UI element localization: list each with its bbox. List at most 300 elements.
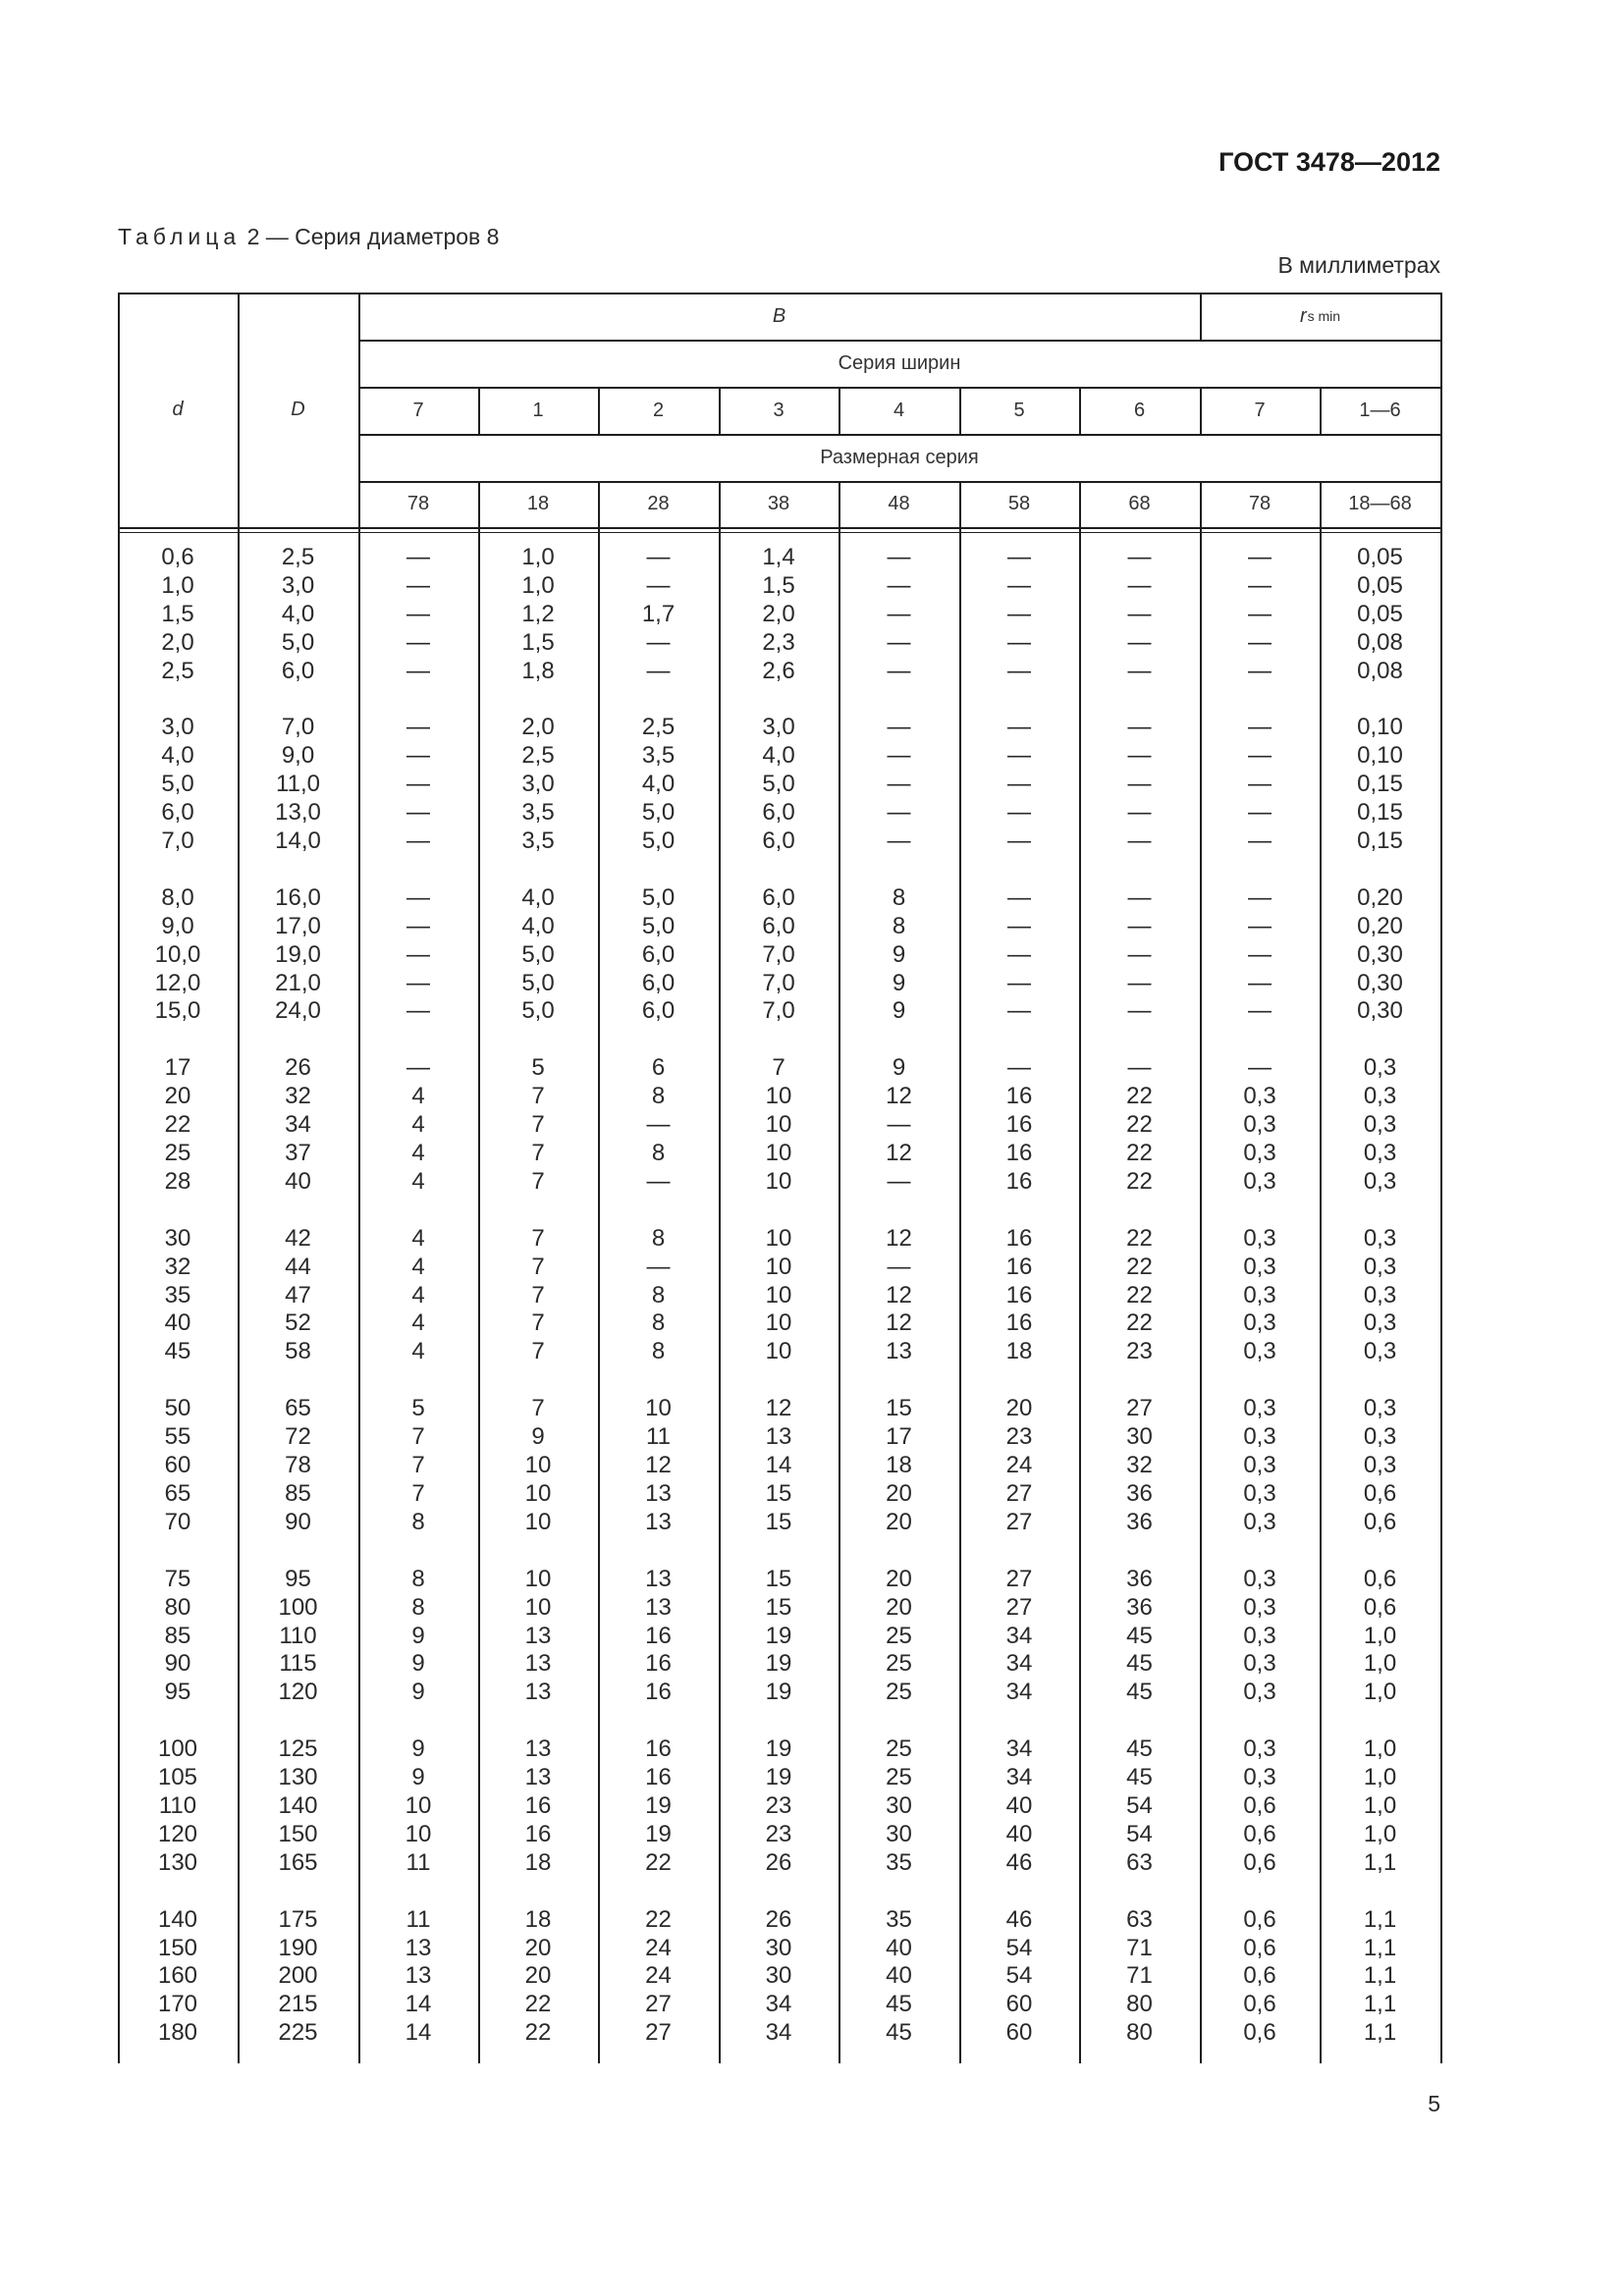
table-cell: 0,08: [1357, 628, 1403, 656]
page-number: 5: [1428, 2091, 1440, 2116]
table-cell: 45: [164, 1338, 191, 1365]
table-cell: 0,30: [1357, 969, 1403, 996]
table-cell: 7,0: [161, 828, 194, 855]
table-cell: 30: [765, 1934, 792, 1961]
table-cell: —: [406, 940, 430, 968]
table-cell: 0,3: [1243, 1508, 1276, 1535]
row-group: [766, 1054, 792, 1196]
table-cell: 11: [406, 1905, 431, 1933]
table-cell: —: [887, 799, 911, 827]
table-cell: 10: [765, 1140, 792, 1167]
row-group: [411, 1395, 424, 1536]
table-cell: 8,0: [161, 883, 194, 911]
table-cell: 0,3: [1243, 1565, 1276, 1592]
table-cell: 3,5: [521, 799, 555, 827]
table-cell: 34: [285, 1111, 311, 1139]
row-group: [525, 1566, 552, 1707]
table-cell: 10: [405, 1791, 432, 1819]
row-group: [1357, 544, 1403, 685]
table-cell: 7: [411, 1423, 425, 1451]
column-b-38: [719, 544, 839, 2076]
table-cell: 5,0: [762, 771, 795, 798]
row-group: [647, 1054, 671, 1196]
table-cell: 20: [886, 1508, 912, 1535]
row-group: [1357, 884, 1403, 1026]
header-d: d: [172, 399, 184, 420]
dim-series-0: 78: [406, 493, 430, 514]
row-group: [1364, 1906, 1396, 2048]
table-cell: 24,0: [275, 997, 321, 1025]
table-cell: 4: [411, 1140, 425, 1167]
table-cell: 9: [411, 1650, 425, 1678]
table-cell: —: [1127, 714, 1152, 741]
table-cell: 30: [886, 1820, 912, 1847]
table-cell: 6,0: [641, 997, 676, 1025]
table-cell: 0,3: [1243, 1111, 1276, 1139]
row-group: [1006, 1735, 1033, 1877]
table-cell: 10: [765, 1253, 792, 1280]
row-group: [161, 714, 193, 855]
table-cell: 25: [164, 1140, 191, 1167]
table-cell: 40: [1005, 1791, 1033, 1819]
table-cell: 1,0: [1363, 1791, 1397, 1819]
table-cell: 5,0: [641, 883, 676, 911]
table-cell: —: [887, 600, 911, 627]
table-cell: 0,20: [1357, 883, 1403, 911]
table-cell: 22: [524, 2019, 552, 2047]
table-cell: 15: [765, 1508, 792, 1535]
table-cell: 110: [279, 1622, 317, 1649]
row-group: [762, 884, 794, 1026]
table-cell: 1,0: [1363, 1735, 1397, 1763]
table-cell: 0,3: [1243, 1338, 1276, 1365]
table-cell: 16: [1005, 1253, 1033, 1280]
row-group: [1248, 884, 1272, 1026]
table-cell: —: [1248, 544, 1272, 570]
table-cell: 9: [892, 1054, 906, 1082]
column-rs-18-68: [1320, 544, 1440, 2076]
width-series-3: 3: [773, 399, 785, 421]
table-cell: 5,0: [521, 940, 555, 968]
table-cell: 4: [411, 1338, 425, 1365]
table-cell: 19,0: [275, 940, 321, 968]
table-cell: 78: [285, 1452, 311, 1479]
width-series-7: 7: [1254, 399, 1266, 421]
table-cell: 27: [645, 2019, 672, 2047]
table-cell: 0,3: [1363, 1395, 1397, 1422]
table-cell: 11: [406, 1848, 431, 1876]
table-cell: 10: [645, 1395, 672, 1422]
row-group: [1007, 544, 1031, 685]
table-cell: 45: [1126, 1764, 1153, 1791]
table-cell: 16: [1005, 1281, 1033, 1308]
dim-series-3: 38: [767, 493, 790, 514]
table-cell: 12: [886, 1140, 912, 1167]
units-note: В миллиметрах: [1277, 252, 1440, 278]
table-cell: 46: [1005, 1905, 1033, 1933]
table-cell: 21,0: [275, 969, 321, 996]
table-cell: 9: [892, 940, 906, 968]
table-cell: 70: [164, 1508, 191, 1535]
table-cell: 10: [765, 1083, 792, 1110]
table-cell: 10: [765, 1281, 792, 1308]
header-bottom-border: [118, 527, 1440, 529]
row-group: [888, 714, 911, 855]
row-group: [886, 1906, 912, 2048]
row-group: [285, 1225, 311, 1366]
table-cell: 34: [1005, 1764, 1033, 1791]
table-cell: 0,20: [1357, 912, 1403, 939]
table-cell: 54: [1126, 1820, 1153, 1847]
row-group: [285, 1054, 311, 1196]
table-cell: 3,0: [521, 771, 555, 798]
column-divider: [1440, 293, 1442, 2063]
table-cell: 22: [1126, 1167, 1153, 1195]
table-cell: —: [406, 628, 430, 656]
table-cell: —: [1248, 883, 1272, 911]
column-b-58: [959, 544, 1079, 2076]
row-group: [893, 884, 905, 1026]
table-cell: 3,5: [641, 742, 676, 770]
table-cell: 20: [886, 1565, 912, 1592]
row-group: [406, 1054, 430, 1196]
table-cell: 0,15: [1357, 771, 1403, 798]
table-cell: 14: [765, 1452, 792, 1479]
row-group: [406, 714, 430, 855]
table-cell: —: [1007, 969, 1031, 996]
table-cell: 36: [1126, 1479, 1153, 1507]
table-cell: 23: [765, 1820, 792, 1847]
table-cell: —: [646, 1111, 671, 1139]
table-cell: 1,1: [1363, 1991, 1397, 2018]
table-cell: 23: [765, 1791, 792, 1819]
table-cell: 4,0: [762, 742, 795, 770]
table-cell: 100: [157, 1735, 198, 1763]
table-cell: 15: [765, 1479, 792, 1507]
table-cell: 5,0: [521, 997, 555, 1025]
table-cell: 16: [645, 1735, 672, 1763]
table-cell: 0,3: [1243, 1735, 1276, 1763]
table-cell: 125: [278, 1735, 318, 1763]
row-group: [886, 1225, 912, 1366]
table-cell: 10: [524, 1479, 552, 1507]
table-cell: 20: [886, 1479, 912, 1507]
table-cell: 18: [886, 1452, 912, 1479]
table-cell: 7,0: [762, 940, 795, 968]
table-cell: —: [406, 997, 430, 1025]
table-cell: 58: [285, 1338, 311, 1365]
table-cell: 165: [278, 1848, 318, 1876]
row-group: [278, 1906, 317, 2048]
table-cell: —: [887, 628, 911, 656]
table-cell: —: [1248, 1054, 1272, 1082]
table-cell: 0,30: [1357, 940, 1403, 968]
row-group: [275, 714, 321, 855]
table-cell: —: [406, 912, 430, 939]
table-cell: 1,0: [1363, 1820, 1397, 1847]
table-cell: —: [887, 714, 911, 741]
table-caption: [118, 224, 499, 250]
dim-series-8: 18—68: [1348, 493, 1412, 514]
table-cell: 22: [1126, 1281, 1153, 1308]
table-cell: 1,0: [1363, 1650, 1397, 1678]
row-group: [886, 1054, 912, 1196]
table-cell: 0,10: [1357, 714, 1403, 741]
table-cell: 4,0: [161, 742, 194, 770]
table-cell: 0,6: [161, 544, 194, 570]
table-cell: 1,1: [1363, 1962, 1397, 1990]
table-cell: 15: [765, 1593, 792, 1621]
table-cell: 37: [285, 1140, 311, 1167]
table-cell: 4,0: [641, 771, 676, 798]
table-cell: 12: [645, 1452, 672, 1479]
table-cell: 7: [411, 1452, 425, 1479]
table-cell: 20: [1005, 1395, 1033, 1422]
table-cell: 16: [1005, 1224, 1033, 1252]
table-cell: 5: [531, 1054, 545, 1082]
table-cell: 2,0: [521, 714, 555, 741]
row-group: [158, 1906, 197, 2048]
table-cell: 4,0: [521, 912, 555, 939]
table-cell: 16: [645, 1764, 672, 1791]
row-group: [1357, 714, 1403, 855]
table-cell: 13: [405, 1962, 432, 1990]
table-cell: 27: [1005, 1565, 1033, 1592]
table-cell: 17,0: [275, 912, 321, 939]
table-cell: 25: [886, 1735, 912, 1763]
table-cell: 8: [892, 912, 906, 939]
row-group: [886, 1566, 912, 1707]
table-cell: —: [1127, 600, 1152, 627]
table-cell: 0,6: [1243, 2019, 1276, 2047]
table-cell: 13,0: [275, 799, 321, 827]
table-cell: 45: [1126, 1735, 1153, 1763]
table-cell: —: [1248, 628, 1272, 656]
row-group: [406, 544, 430, 685]
table-cell: 16: [645, 1679, 672, 1706]
row-group: [411, 1566, 424, 1707]
width-series-5: 5: [1013, 399, 1025, 421]
table-cell: 130: [278, 1764, 318, 1791]
column-d: [118, 544, 238, 2076]
row-group: [1006, 1225, 1033, 1366]
table-cell: 34: [1005, 1679, 1033, 1706]
row-group: [645, 1735, 672, 1877]
row-group: [521, 714, 554, 855]
table-cell: 19: [645, 1820, 672, 1847]
table-cell: —: [1007, 771, 1031, 798]
table-cell: —: [406, 969, 430, 996]
table-cell: —: [887, 657, 911, 684]
table-cell: —: [406, 544, 430, 570]
table-cell: 19: [765, 1622, 792, 1649]
table-cell: —: [1127, 799, 1152, 827]
table-cell: 22: [1126, 1253, 1153, 1280]
table-cell: 8: [651, 1309, 666, 1337]
table-cell: 32: [1126, 1452, 1153, 1479]
table-cell: 0,3: [1243, 1593, 1276, 1621]
row-group: [1126, 1566, 1153, 1707]
dim-series-6: 68: [1128, 493, 1151, 514]
table-cell: 0,6: [1363, 1479, 1397, 1507]
table-cell: 19: [765, 1650, 792, 1678]
row-group: [1243, 1395, 1275, 1536]
table-cell: 0,6: [1243, 1934, 1276, 1961]
table-cell: 7: [531, 1309, 545, 1337]
row-group: [1364, 1566, 1396, 1707]
table-cell: 46: [1005, 1848, 1033, 1876]
table-cell: 30: [1126, 1423, 1153, 1451]
header-double-line: [118, 532, 1440, 533]
table-cell: —: [887, 1111, 911, 1139]
table-cell: 10: [765, 1338, 792, 1365]
table-cell: 0,3: [1243, 1479, 1276, 1507]
table-cell: 34: [1005, 1650, 1033, 1678]
table-cell: 8: [411, 1565, 425, 1592]
table-cell: 7: [531, 1281, 545, 1308]
table-cell: 12: [886, 1224, 912, 1252]
table-cell: 40: [164, 1309, 191, 1337]
table-cell: —: [1127, 912, 1152, 939]
table-cell: 120: [157, 1820, 198, 1847]
table-cell: 12: [886, 1083, 912, 1110]
table-cell: 170: [157, 1991, 198, 2018]
table-cell: 6,0: [762, 912, 795, 939]
table-cell: 0,3: [1243, 1423, 1276, 1451]
table-cell: —: [1007, 600, 1031, 627]
row-group: [1364, 1225, 1396, 1366]
table-cell: 30: [164, 1224, 191, 1252]
table-cell: 4: [411, 1281, 425, 1308]
table-cell: 4: [411, 1253, 425, 1280]
table-cell: —: [406, 1054, 430, 1082]
table-cell: —: [1248, 600, 1272, 627]
table-cell: 35: [886, 1905, 912, 1933]
width-series-8: 1—6: [1359, 399, 1401, 421]
table-cell: —: [1127, 828, 1152, 855]
table-cell: 35: [886, 1848, 912, 1876]
table-cell: 71: [1126, 1962, 1153, 1990]
table-cell: 1,0: [1363, 1764, 1397, 1791]
table-cell: —: [1127, 883, 1152, 911]
table-cell: 54: [1005, 1962, 1033, 1990]
table-cell: 95: [164, 1679, 191, 1706]
table-cell: 7: [531, 1140, 545, 1167]
table-cell: 120: [278, 1679, 318, 1706]
width-series-2: 2: [652, 399, 665, 421]
table-cell: 0,3: [1363, 1281, 1397, 1308]
table-cell: —: [406, 600, 430, 627]
table-cell: 5,0: [161, 771, 194, 798]
table-cell: 4,0: [281, 600, 315, 627]
table-cell: —: [406, 828, 430, 855]
width-series-1: 1: [532, 399, 544, 421]
table-cell: 95: [285, 1565, 311, 1592]
table-cell: 0,15: [1357, 799, 1403, 827]
row-group: [521, 884, 554, 1026]
table-cell: 85: [164, 1622, 191, 1649]
table-cell: 22: [524, 1991, 552, 2018]
width-series-0: 7: [412, 399, 424, 421]
row-group: [165, 1395, 191, 1536]
bearing-dimensions-table: [118, 293, 1440, 2063]
row-group: [406, 884, 430, 1026]
table-cell: —: [1007, 742, 1031, 770]
table-cell: 40: [285, 1167, 311, 1195]
table-cell: 4: [411, 1111, 425, 1139]
table-cell: 2,0: [762, 600, 795, 627]
table-cell: 16: [1005, 1111, 1033, 1139]
table-cell: 16: [645, 1622, 672, 1649]
table-cell: —: [1248, 799, 1272, 827]
caption-label: Таблица: [118, 224, 242, 249]
table-cell: —: [646, 544, 671, 570]
caption-number: 2: [246, 224, 260, 249]
table-cell: 17: [164, 1054, 191, 1082]
table-cell: 9: [411, 1764, 425, 1791]
table-cell: 0,6: [1243, 1848, 1276, 1876]
table-cell: —: [1127, 771, 1152, 798]
table-cell: 11,0: [276, 771, 320, 798]
table-cell: 6,0: [161, 799, 194, 827]
table-cell: 4: [411, 1167, 425, 1195]
table-cell: 7: [531, 1083, 545, 1110]
table-cell: 36: [1126, 1508, 1153, 1535]
table-cell: 225: [278, 2019, 318, 2047]
table-cell: 18: [1005, 1338, 1033, 1365]
table-cell: —: [1248, 969, 1272, 996]
table-cell: 16: [1005, 1309, 1033, 1337]
table-cell: —: [887, 828, 911, 855]
table-cell: —: [1248, 742, 1272, 770]
table-cell: 8: [411, 1593, 425, 1621]
table-cell: 1,5: [521, 628, 555, 656]
table-cell: 0,3: [1243, 1224, 1276, 1252]
row-group: [1248, 544, 1272, 685]
row-group: [642, 544, 675, 685]
row-group: [165, 1225, 191, 1366]
table-cell: 85: [285, 1479, 311, 1507]
table-cell: 1,1: [1363, 1905, 1397, 1933]
table-cell: 1,4: [762, 544, 795, 570]
table-cell: —: [1248, 997, 1272, 1025]
row-group: [766, 1395, 792, 1536]
table-cell: 6,0: [762, 799, 795, 827]
table-cell: 0,3: [1363, 1054, 1397, 1082]
table-cell: 190: [278, 1934, 318, 1961]
table-cell: 1,8: [521, 657, 555, 684]
table-cell: 17: [886, 1423, 912, 1451]
table-cell: 0,3: [1243, 1452, 1276, 1479]
row-group: [278, 1566, 317, 1707]
table-cell: —: [1248, 657, 1272, 684]
table-cell: 20: [524, 1934, 552, 1961]
row-group: [645, 1906, 672, 2048]
table-cell: 47: [285, 1281, 311, 1308]
row-group: [406, 1735, 432, 1877]
dim-series-4: 48: [888, 493, 910, 514]
table-cell: 22: [1126, 1224, 1153, 1252]
table-cell: —: [646, 1167, 671, 1195]
table-cell: 105: [157, 1764, 198, 1791]
table-cell: 34: [1005, 1735, 1033, 1763]
table-cell: 30: [765, 1962, 792, 1990]
table-cell: 75: [164, 1565, 191, 1592]
table-cell: 7: [531, 1224, 545, 1252]
table-cell: 0,3: [1363, 1083, 1397, 1110]
row-group: [1007, 884, 1031, 1026]
table-cell: 30: [886, 1791, 912, 1819]
